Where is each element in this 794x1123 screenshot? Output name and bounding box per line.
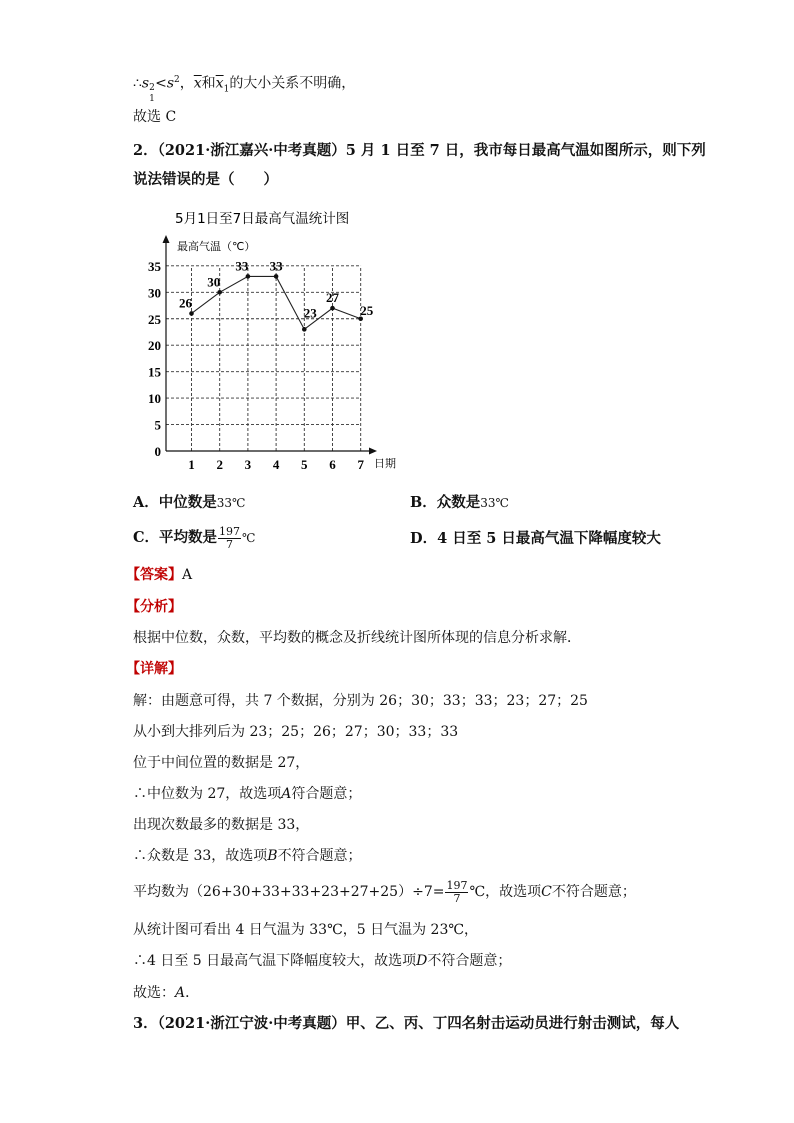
question-3-stem-text: 甲、乙、丙、丁四名射击运动员进行射击测试，每人 (345, 1015, 680, 1032)
detail-7-denominator: 7 (453, 891, 461, 905)
data-point (274, 274, 279, 279)
analysis-text: 根据中位数，众数，平均数的概念及折线统计图所体现的信息分析求解． (133, 630, 581, 646)
data-label: 25 (360, 302, 374, 318)
y-tick-label: 0 (154, 444, 161, 459)
x-tick-label: 5 (301, 457, 308, 472)
y-tick-label: 25 (148, 311, 161, 327)
chart-y-axis-label: 最高气温（℃） (177, 240, 256, 253)
y-tick-label: 35 (148, 258, 161, 274)
data-label: 30 (207, 274, 221, 290)
question-3-source: （2021·浙江宁波·中考真题） (157, 1015, 346, 1032)
question-3-number: 3． (133, 1015, 158, 1032)
detail-10-text: 故选： (133, 985, 175, 1001)
detail-7-text: 平均数为（26+30+33+33+23+27+25）÷7= (133, 884, 445, 900)
detail-9-option: D (416, 953, 428, 969)
detail-9-rest: 不符合题意； (427, 953, 512, 969)
chart-x-axis-label: 日期 (374, 457, 396, 470)
option-c-unit: ℃ (242, 531, 256, 545)
detail-7-option: C (541, 884, 552, 900)
x-tick-label: 4 (272, 457, 280, 472)
detail-line-9 (133, 952, 511, 970)
detail-line-10 (133, 984, 199, 1002)
less-than-symbol: < (155, 75, 167, 92)
option-b-value: 33℃ (480, 496, 509, 510)
temperature-line-chart (133, 205, 413, 475)
x-axis-arrow (369, 448, 377, 455)
detail-4-option: A (281, 786, 292, 802)
option-a-value: 33℃ (216, 496, 246, 510)
detail-4-text: ∴中位数为 27，故选项 (133, 786, 282, 802)
variance-s-sup: 2 (174, 75, 180, 85)
option-a-label: A．中位数是 (133, 494, 217, 511)
option-b (410, 494, 509, 512)
analysis-tag: 【分析】 (126, 599, 182, 615)
option-b-label: B．众数是 (410, 494, 481, 511)
detail-6-rest: 不符合题意； (277, 848, 362, 864)
y-tick-label: 30 (148, 285, 161, 301)
separator: ， (179, 75, 194, 92)
detail-4-rest: 符合题意； (291, 786, 362, 802)
chart-title: 5月1日至7日最高气温统计图 (175, 211, 350, 227)
variance-s1: s (141, 75, 150, 92)
detail-10-option: A (175, 985, 186, 1001)
x-tick-label: 2 (216, 457, 223, 472)
variance-s1-sub: 1 (149, 93, 155, 104)
option-c-denominator: 7 (226, 537, 234, 551)
mean-xbar: $\overline{x}$ (193, 75, 202, 92)
option-d: D．4 日至 5 日最高气温下降幅度较大 (410, 530, 661, 547)
x-tick-label: 6 (329, 457, 336, 472)
conclusion-line (133, 71, 356, 104)
conclusion-rest: 的大小关系不明确， (229, 75, 356, 92)
y-tick-label: 15 (148, 364, 161, 380)
detail-6-option: B (267, 848, 278, 864)
detail-line-4 (133, 785, 361, 803)
and-word: 和 (201, 75, 216, 92)
option-c (133, 520, 255, 556)
data-label: 27 (326, 290, 339, 306)
detail-line-8: 从统计图可看出 4 日气温为 33℃，5 日气温为 23℃， (133, 922, 479, 938)
y-tick-label: 5 (154, 417, 161, 433)
question-3-stem (133, 1015, 679, 1033)
y-tick-label: 20 (148, 338, 161, 354)
data-point (330, 306, 335, 311)
question-source: （2021·浙江嘉兴·中考真题） (157, 142, 346, 159)
data-label: 26 (179, 295, 192, 311)
option-c-label: C．平均数是 (133, 529, 218, 546)
variance-s: s (166, 75, 175, 92)
detail-9-text: ∴4 日至 5 日最高气温下降幅度较大，故选项 (133, 953, 417, 969)
answer-line (126, 566, 192, 584)
detail-6-text: ∴众数是 33，故选项 (133, 848, 268, 864)
data-label: 33 (235, 258, 249, 274)
data-point (217, 290, 222, 295)
detail-7-unit: ℃，故选项 (469, 884, 542, 900)
detail-line-2: 从小到大排列后为 23；25；26；27；30；33；33 (133, 724, 459, 740)
detail-7-numerator: 197 (446, 878, 468, 892)
therefore-symbol: ∴ (133, 75, 142, 92)
detail-10-rest: ． (185, 985, 200, 1001)
y-axis-arrow (163, 235, 170, 243)
mean-xbar1: $\overline{x}$ (215, 75, 224, 92)
data-point (302, 327, 307, 332)
detail-line-7 (133, 874, 636, 910)
detail-line-1: 解：由题意可得，共 7 个数据，分别为 26；30；33；33；23；27；25 (133, 693, 588, 709)
y-tick-label: 10 (148, 391, 161, 407)
detail-line-5: 出现次数最多的数据是 33， (133, 817, 310, 833)
x-tick-label: 7 (357, 457, 364, 472)
data-label: 23 (303, 305, 317, 321)
x-tick-label: 1 (188, 457, 195, 472)
x-tick-label: 3 (244, 457, 252, 472)
question-2-stem-line2: 说法错误的是（ ） (133, 171, 278, 188)
data-point (246, 274, 251, 279)
choose-c-line: 故选 C (133, 109, 177, 125)
question-2-stem-line1 (133, 142, 706, 160)
answer-value: A (182, 567, 193, 583)
detail-tag: 【详解】 (126, 661, 182, 677)
variance-s1-sup: 2 (149, 82, 155, 93)
detail-7-rest: 不符合题意； (551, 884, 636, 900)
mean-xbar1-sub: 1 (223, 84, 230, 95)
detail-line-3: 位于中间位置的数据是 27， (133, 755, 310, 771)
answer-tag: 【答案】 (126, 567, 182, 583)
question-stem-part1: 5 月 1 日至 7 日，我市每日最高气温如图所示，则下列 (345, 142, 706, 159)
detail-line-6 (133, 847, 362, 865)
option-a (133, 494, 245, 512)
data-label: 33 (269, 258, 283, 274)
data-point (189, 311, 194, 316)
option-c-numerator: 197 (219, 524, 241, 538)
question-number: 2． (133, 142, 158, 159)
